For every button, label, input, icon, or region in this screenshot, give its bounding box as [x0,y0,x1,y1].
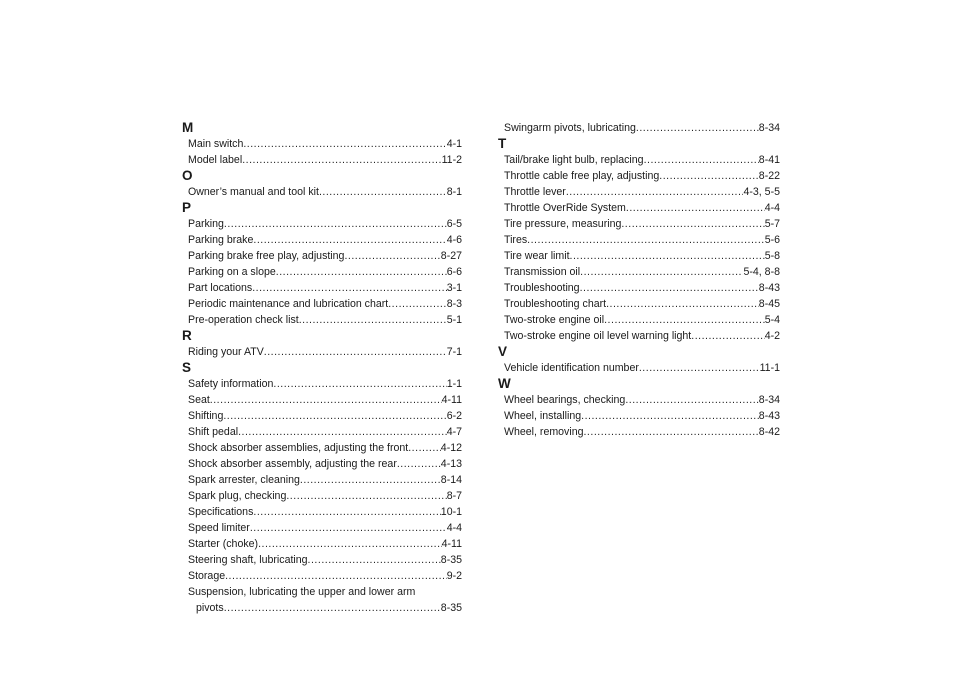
dot-leader [344,248,440,264]
index-entry [498,184,780,200]
index-column-right [498,120,780,440]
entry-page: 4-12 [440,442,462,454]
entry-page: 5-4, 8-8 [743,266,780,278]
entry-page: 4-6 [446,234,462,246]
entry-label: Specifications [188,506,254,518]
entry-label: Two-stroke engine oil [504,314,605,326]
entry-label: Tires [504,234,528,246]
index-entry [498,360,780,376]
entry-page: 8-34 [758,394,780,406]
dot-leader [639,360,760,376]
index-entry [182,232,462,248]
entry-label: Parking brake [188,234,254,246]
index-entry [182,280,462,296]
index-section-w [498,376,780,440]
dot-leader [570,248,765,264]
index-section-s [182,360,462,584]
entry-page: 4-4 [446,522,462,534]
entry-label: Tire wear limit [504,250,570,262]
entry-label: Model label [188,154,243,166]
entry-page: 4-1 [446,138,462,150]
dot-leader [659,168,759,184]
dot-leader [691,328,764,344]
dot-leader [606,296,759,312]
section-letter: M [182,120,194,135]
entry-page: 8-3 [446,298,462,310]
index-section-o [182,168,462,200]
index-section-v [498,344,780,376]
section-letter: R [182,328,192,343]
entry-page: 8-22 [758,170,780,182]
index-entry [498,424,780,440]
dot-leader [604,312,765,328]
index-section-t [498,136,780,344]
entry-page: 11-2 [441,154,462,166]
entry-label: Parking brake free play, adjusting [188,250,345,262]
index-entry [182,248,462,264]
entry-label: Storage [188,570,226,582]
entry-page: 8-41 [758,154,780,166]
entry-page: 4-3, 5-5 [743,186,780,198]
index-entry [182,344,462,360]
dot-leader [388,296,446,312]
dot-leader [644,152,759,168]
entry-page: 8-14 [440,474,462,486]
index-entry [498,120,780,136]
dot-leader [581,408,759,424]
entry-page: 8-34 [758,122,780,134]
entry-page: 6-6 [446,266,462,278]
entry-label: Shifting [188,410,224,422]
entry-page: 8-43 [758,410,780,422]
section-letter: T [498,136,507,151]
index-entry [182,392,462,408]
dot-leader [621,216,764,232]
entry-page: 6-2 [446,410,462,422]
entry-label: Pre-operation check list [188,314,299,326]
entry-page: 4-11 [441,394,462,406]
index-entry [182,536,462,552]
entry-label: Troubleshooting chart [504,298,607,310]
entry-label: Riding your ATV [188,346,264,358]
entry-label: Shock absorber assembly, adjusting the rear [188,458,397,470]
index-entry [182,456,462,472]
index-entry-suspension-cont [182,600,462,616]
section-letter: S [182,360,192,375]
dot-leader [224,600,441,616]
dot-leader [252,280,447,296]
entry-label: Owner’s manual and tool kit [188,186,319,198]
entry-page: 8-7 [446,490,462,502]
index-entry [498,264,780,280]
entry-label: Speed limiter [188,522,250,534]
entry-page: 4-7 [446,426,462,438]
index-entry [182,424,462,440]
entry-label: Seat [188,394,210,406]
index-section-r [182,328,462,360]
entry-page: 8-1 [446,186,462,198]
dot-leader [224,216,447,232]
section-letter: P [182,200,192,215]
index-entry [182,520,462,536]
dot-leader [264,344,447,360]
dot-leader [408,440,441,456]
dot-leader [319,184,447,200]
dot-leader [583,424,758,440]
entry-page: 11-1 [759,362,780,374]
section-letter: O [182,168,193,183]
entry-label: Tire pressure, measuring [504,218,622,230]
dot-leader [527,232,765,248]
entry-page: 6-5 [446,218,462,230]
dot-leader [253,504,440,520]
dot-leader [625,392,758,408]
index-entry [182,552,462,568]
dot-leader [300,472,441,488]
index-entry [182,296,462,312]
entry-label: Tail/brake light bulb, replacing [504,154,644,166]
entry-page: 5-4 [764,314,780,326]
index-entry [182,312,462,328]
index-entry [498,168,780,184]
entry-label: Shift pedal [188,426,239,438]
section-letter: W [498,376,511,391]
index-entry [182,216,462,232]
entry-page: 5-7 [764,218,780,230]
entry-label: pivots [196,602,224,614]
entry-label: Throttle OverRide System [504,202,626,214]
dot-leader [566,184,744,200]
entry-page: 7-1 [446,346,462,358]
entry-label: Parking on a slope [188,266,276,278]
entry-label: Wheel, removing [504,426,584,438]
index-entry [498,216,780,232]
index-entry [498,312,780,328]
entry-page: 5-1 [446,314,462,326]
index-entry [182,376,462,392]
index-entry [182,136,462,152]
index-entry [498,280,780,296]
index-entry [182,472,462,488]
entry-page: 8-42 [758,426,780,438]
entry-label: Parking [188,218,224,230]
entry-page: 4-2 [764,330,780,342]
index-entry [498,200,780,216]
dot-leader [626,200,765,216]
entry-page: 8-35 [440,602,462,614]
dot-leader [273,376,446,392]
dot-leader [299,312,447,328]
entry-label: Steering shaft, lubricating [188,554,308,566]
index-entry-suspension: Suspension, lubricating the upper and lower arm [188,586,416,598]
entry-page: 5-8 [764,250,780,262]
entry-page: 10-1 [440,506,462,518]
dot-leader [286,488,446,504]
index-section-p [182,200,462,328]
index-entry [182,264,462,280]
dot-leader [210,392,442,408]
dot-leader [253,232,446,248]
right-sections [498,136,780,440]
entry-label: Wheel, installing [504,410,582,422]
entry-page: 8-45 [758,298,780,310]
index-entry [182,184,462,200]
dot-leader [243,136,446,152]
index-entry [182,488,462,504]
index-entry [182,408,462,424]
dot-leader [225,568,447,584]
right-top-entries [498,120,780,136]
index-entry [182,152,462,168]
entry-page: 8-27 [440,250,462,262]
entry-page: 5-6 [764,234,780,246]
dot-leader [308,552,441,568]
dot-leader [258,536,442,552]
entry-page: 3-1 [446,282,462,294]
index-entry [498,392,780,408]
index-entry [182,504,462,520]
entry-label: Spark plug, checking [188,490,287,502]
index-entry [182,440,462,456]
entry-label: Throttle cable free play, adjusting [504,170,660,182]
dot-leader [636,120,759,136]
index-column-left [182,120,462,616]
dot-leader [238,424,447,440]
entry-page: 8-43 [758,282,780,294]
entry-label: Part locations [188,282,253,294]
index-entry [498,328,780,344]
entry-label: Starter (choke) [188,538,259,550]
index-entry [498,232,780,248]
entry-label: Safety information [188,378,274,390]
entry-label: Main switch [188,138,244,150]
dot-leader [580,264,743,280]
entry-label: Transmission oil [504,266,581,278]
entry-label: Spark arrester, cleaning [188,474,300,486]
dot-leader [250,520,447,536]
entry-page: 4-11 [441,538,462,550]
entry-page: 9-2 [446,570,462,582]
entry-label: Vehicle identification number [504,362,639,374]
entry-label: Troubleshooting [504,282,580,294]
dot-leader [580,280,759,296]
dot-leader [397,456,441,472]
entry-page: 4-13 [440,458,462,470]
entry-label: Periodic maintenance and lubrication chart [188,298,389,310]
entry-label: Swingarm pivots, lubricating [504,122,636,134]
index-entry [498,152,780,168]
dot-leader [242,152,441,168]
index-entry [182,568,462,584]
index-entry [498,248,780,264]
entry-page: 8-35 [440,554,462,566]
dot-leader [223,408,446,424]
entry-label: Throttle lever [504,186,566,198]
index-entry [498,408,780,424]
entry-label: Wheel bearings, checking [504,394,626,406]
entry-page: 4-4 [764,202,780,214]
entry-label: Two-stroke engine oil level warning light [504,330,692,342]
entry-label: Shock absorber assemblies, adjusting the front [188,442,409,454]
index-entry [498,296,780,312]
entry-page: 1-1 [446,378,462,390]
index-section-m [182,120,462,168]
section-letter: V [498,344,508,359]
dot-leader [276,264,447,280]
left-sections [182,120,462,584]
